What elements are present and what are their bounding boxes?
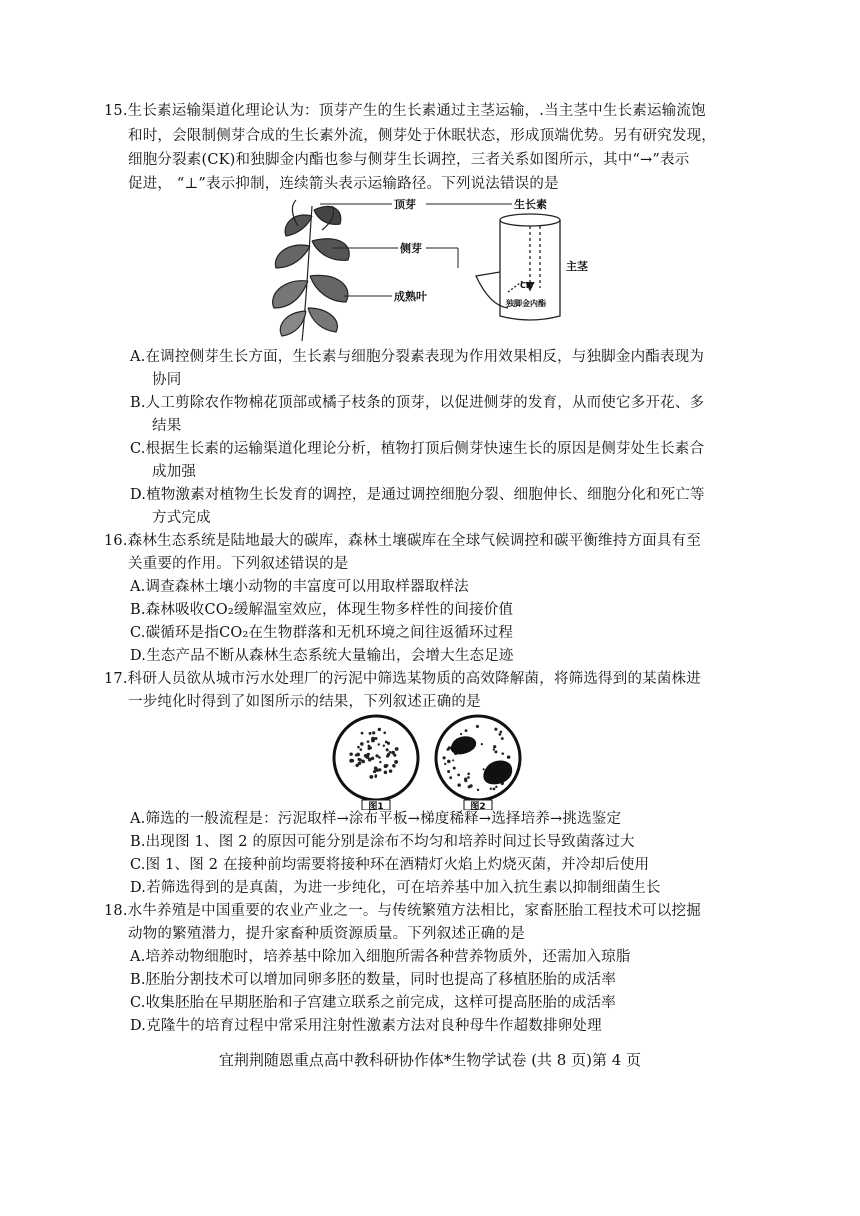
- colony-dot: [507, 755, 511, 759]
- q18-stem-line-1: 18.水牛养殖是中国重要的农业产业之一。与传统繁殖方法相比，家畜胚胎工程技术可以挖掘: [104, 903, 701, 919]
- colony-dot: [372, 731, 375, 734]
- q15-stem-line-1: 15.生长素运输渠道化理论认为：顶芽产生的生长素通过主茎运输，.当主茎中生长素运输流饱: [104, 103, 706, 119]
- q16-option-a: A.调查森林土壤小动物的丰富度可以用取样器取样法: [130, 579, 469, 595]
- colony-dot: [467, 773, 470, 776]
- q15-option-b: B.人工剪除农作物棉花顶部或橘子枝条的顶芽，以促进侧芽的发育，从而使它多开花、多: [130, 395, 705, 411]
- q16-option-b: B.森林吸收CO₂缓解温室效应，体现生物多样性的间接价值: [130, 602, 514, 618]
- q18-option-c: C.收集胚胎在早期胚胎和子宫建立联系之前完成，这样可提高胚胎的成活率: [130, 995, 616, 1011]
- colony-dot: [444, 763, 446, 765]
- q15-stem-line-4: 促进， “⊥”表示抑制，连续箭头表示运输路径。下列说法错误的是: [128, 176, 559, 192]
- colony-dot: [379, 761, 381, 763]
- colony-dot: [495, 786, 497, 788]
- plant-drawing: [273, 200, 350, 341]
- label-top-bud: 顶芽: [394, 198, 416, 211]
- colony-dot: [374, 775, 377, 778]
- colony-dot: [378, 756, 381, 759]
- colony-dot: [360, 742, 364, 746]
- colony-dot: [452, 759, 454, 761]
- colony-dot: [443, 756, 446, 759]
- colony-dot: [368, 745, 371, 748]
- q17-stem-line-1: 17.科研人员欲从城市污水处理厂的污泥中筛选某物质的高效降解菌，将筛选得到的某菌株进: [104, 671, 701, 687]
- colony-dot: [371, 737, 375, 741]
- colony-dot: [501, 752, 504, 755]
- label-fig1: 图1: [368, 802, 384, 810]
- colony-dot: [448, 746, 452, 750]
- colony-dot: [359, 758, 362, 761]
- colony-dot: [476, 725, 479, 728]
- colony-dot: [357, 746, 360, 749]
- colony-dot: [374, 766, 378, 770]
- colony-dot: [469, 784, 472, 787]
- colony-dot: [494, 728, 497, 731]
- colony-dot: [389, 769, 392, 772]
- colony-dot: [457, 774, 460, 777]
- plate-1: [334, 716, 418, 800]
- q15-option-c: C.根据生长素的运输渠道化理论分析，植物打顶后侧芽快速生长的原因是侧芽处生长素合: [130, 441, 705, 457]
- colony-dot: [501, 737, 504, 740]
- colony-dot: [494, 750, 497, 753]
- colony-dot: [447, 760, 451, 764]
- colony-dot: [395, 747, 399, 751]
- colony-dot: [477, 789, 479, 791]
- q17-stem-line-2: 一步纯化时得到了如图所示的结果，下列叙述正确的是: [128, 694, 481, 710]
- colony-dot: [467, 776, 470, 779]
- colony-dot: [367, 740, 370, 743]
- page-footer: 宜荆荆随恩重点高中教科研协作体*生物学试卷 (共 8 页)第 4 页: [218, 1051, 642, 1069]
- label-mature-leaf: 成熟叶: [394, 290, 427, 303]
- colony-dot: [453, 767, 456, 770]
- colony-dot: [359, 748, 362, 751]
- q18-option-d: D.克隆牛的培育过程中常采用注射性激素方法对良种母牛作超数排卵处理: [130, 1018, 602, 1034]
- large-colony-1: [451, 736, 476, 754]
- colony-dot: [481, 743, 483, 745]
- q17-option-c: C.图 1、图 2 在接种前均需要将接种环在酒精灯火焰上灼烧灭菌，并冷却后使用: [130, 857, 650, 873]
- colony-dot: [383, 745, 385, 747]
- colony-dot: [349, 752, 352, 755]
- label-strigolactone: 独脚金内酯: [506, 299, 546, 308]
- q15-option-a: A.在调控侧芽生长方面，生长素与细胞分裂素表现为作用效果相反，与独脚金内酯表现为: [130, 349, 705, 365]
- colony-dot: [361, 732, 364, 735]
- colony-dot: [493, 787, 496, 790]
- colony-dot: [483, 768, 485, 770]
- q17-option-d: D.若筛选得到的是真菌，为进一步纯化，可在培养基中加入抗生素以抑制细菌生长: [130, 880, 661, 896]
- q15-option-a-cont: 协同: [152, 372, 182, 388]
- q15-option-b-cont: 结果: [152, 418, 182, 434]
- q18-stem-line-2: 动物的繁殖潜力，提升家畜种质资源质量。下列叙述正确的是: [128, 926, 525, 942]
- label-lateral-bud: 侧芽: [400, 242, 422, 255]
- colony-dot: [384, 771, 388, 775]
- colony-dot: [500, 731, 503, 734]
- colony-dot: [386, 748, 389, 751]
- colony-dot: [375, 737, 378, 740]
- colony-dot: [387, 742, 390, 745]
- colony-dot: [378, 728, 381, 731]
- colony-dot: [367, 747, 370, 750]
- colony-dot: [394, 760, 398, 764]
- colony-dot: [383, 731, 386, 734]
- q15-option-d-cont: 方式完成: [152, 510, 211, 526]
- q15-option-d: D.植物激素对植物生长发育的调控，是通过调控细胞分裂、细胞伸长、细胞分化和死亡等: [130, 487, 705, 503]
- colony-dot: [393, 765, 396, 768]
- colony-dot: [391, 751, 395, 755]
- colony-dot: [457, 783, 461, 787]
- colony-dot: [349, 759, 353, 763]
- colony-dot: [465, 729, 468, 732]
- q16-stem-line-2: 关重要的作用。下列叙述错误的是: [128, 556, 349, 572]
- colony-dot: [385, 764, 388, 767]
- colony-dot: [369, 775, 373, 779]
- q17-option-a: A.筛选的一般流程是：污泥取样→涂布平板→梯度稀释→选择培养→挑选鉴定: [130, 811, 622, 827]
- colony-dot: [498, 733, 501, 736]
- colony-dot: [356, 753, 360, 757]
- plate-1-colonies: [349, 728, 398, 779]
- q18-option-a: A.培养动物细胞时，培养基中除加入细胞所需各种营养物质外，还需加入琼脂: [130, 949, 631, 965]
- colony-dot: [369, 732, 372, 735]
- label-main-stem: 主茎: [566, 260, 588, 273]
- label-fig2: 图2: [470, 802, 486, 810]
- colony-dot: [449, 776, 452, 779]
- colony-dot: [464, 779, 467, 782]
- colony-dot: [490, 788, 492, 790]
- q17-option-b: B.出现图 1、图 2 的原因可能分别是涂布不均匀和培养时间过长导致菌落过大: [130, 834, 635, 850]
- q16-stem-line-1: 16.森林生态系统是陆地最大的碳库，森林土壤碳库在全球气候调控和碳平衡维持方面具有至: [104, 533, 701, 549]
- q16-option-c: C.碳循环是指CO₂在生物群落和无机环境之间往返循环过程: [130, 625, 514, 641]
- large-colony-2: [483, 761, 512, 785]
- q15-stem-line-3: 细胞分裂素(CK)和独脚金内酯也参与侧芽生长调控，三者关系如图所示，其中“→”表示: [128, 152, 690, 168]
- colony-dot: [493, 745, 496, 748]
- q15-plant-figure: [262, 196, 602, 342]
- colony-dot: [366, 753, 369, 756]
- colony-dot: [447, 770, 450, 773]
- q17-plate-figure: [324, 714, 532, 810]
- colony-dot: [371, 757, 374, 760]
- colony-dot: [460, 733, 462, 735]
- label-ck: CK: [520, 281, 533, 290]
- label-auxin: 生长素: [514, 198, 547, 211]
- colony-dot: [493, 748, 495, 750]
- colony-dot: [387, 753, 390, 756]
- colony-dot: [358, 762, 362, 766]
- q18-option-b: B.胚胎分割技术可以增加同卵多胚的数量，同时也提高了移植胚胎的成活率: [130, 972, 617, 988]
- q15-stem-line-2: 和时，会限制侧芽合成的生长素外流，侧芽处于休眠状态，形成顶端优势。另有研究发现，: [128, 128, 716, 144]
- q16-option-d: D.生态产品不断从森林生态系统大量输出，会增大生态足迹: [130, 648, 514, 664]
- q15-option-c-cont: 成加强: [152, 464, 197, 480]
- colony-dot: [378, 743, 380, 745]
